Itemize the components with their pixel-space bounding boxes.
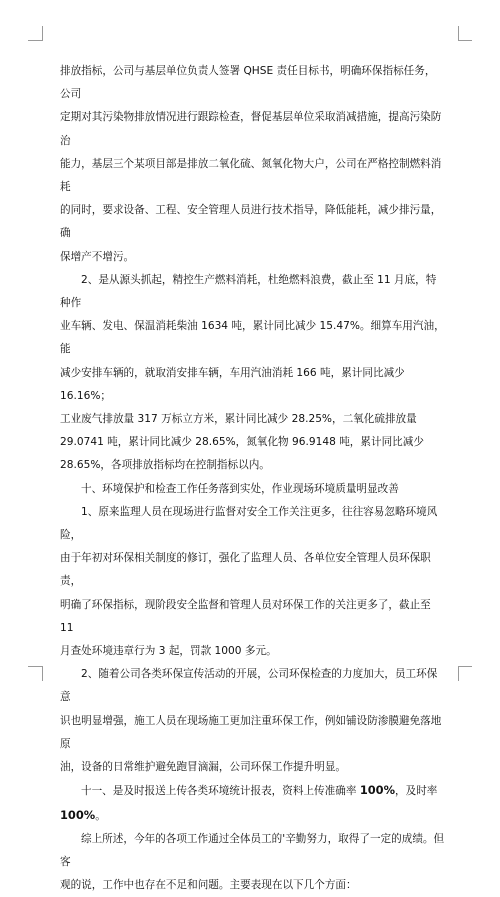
text-line: 业车辆、发电、保温消耗柴油 1634 吨，累计同比减少 15.47%。细算车用汽油，能: [60, 320, 445, 356]
paragraph-first-line: 1、原来监理人员在现场进行监督对安全工作关注更多，往往容易忽略环境风险，: [60, 505, 438, 542]
text-line: 28.65%，各项排放指标均在控制指标以内。: [60, 459, 270, 472]
crop-mark-bottom-right-horizontal: [458, 666, 472, 667]
crop-mark-bottom-left-vertical: [42, 666, 43, 681]
crop-mark-top-left-vertical: [42, 26, 43, 41]
paragraph-first-line: 2、随着公司各类环保宣传活动的开展，公司环保检查的力度加大，员工环保意: [60, 668, 438, 704]
text-run: 。: [95, 809, 106, 822]
text-line: 定期对其污染物排放情况进行跟踪检查，督促基层单位采取消减措施，提高污染防治: [60, 111, 442, 147]
text-line: 能力，基层三个某项目部是排放二氧化硫、氮氧化物大户，公司在严格控制燃料消耗: [60, 157, 442, 194]
text-line: 由于年初对环保相关制度的修订，强化了监理人员、各单位安全管理人员环保职责，: [60, 552, 431, 588]
bold-value: 100%: [60, 807, 96, 822]
text-line: 观的说，工作中也存在不足和问题。主要表现在以下几个方面：: [60, 879, 357, 892]
crop-mark-bottom-left-horizontal: [28, 666, 42, 667]
crop-mark-top-left-horizontal: [28, 40, 42, 41]
section-heading: [60, 779, 446, 803]
text-line: 工业废气排放量 317 万标立方米，累计同比减少 28.25%，二氧化硫排放量: [60, 413, 417, 426]
text-line: 减少安排车辆的，就取消安排车辆，车用汽油消耗 166 吨，累计同比减少 16.16%；: [60, 366, 405, 402]
paragraph-first-line: 综上所述，今年的各项工作通过全体员工的'辛勤努力，取得了一定的成绩。但客: [60, 832, 445, 868]
crop-mark-bottom-right-vertical: [458, 666, 459, 681]
text-line: 明确了环保指标，现阶段安全监督和管理人员对环保工作的关注更多了，截止至 11: [60, 598, 431, 634]
text-run: 十一、是及时报送上传各类环境统计报表，资料上传准确率: [81, 785, 360, 798]
text-line: 排放指标，公司与基层单位负责人签署 QHSE 责任目标书，明确环保指标任务，公司: [60, 65, 436, 101]
paragraph-first-line: 2、是从源头抓起，精控生产燃料消耗，杜绝燃料浪费，截止至 11 月底，特种作: [60, 273, 437, 310]
text-line: 保增产不增污。: [60, 250, 135, 263]
text-line: 月查处环境违章行为 3 起，罚款 1000 多元。: [60, 645, 277, 658]
text-line: 油，设备的日常维护避免跑冒滴漏，公司环保工作提升明显。: [60, 761, 347, 774]
text-line: 识也明显增强，施工人员在现场施工更加注重环保工作，例如铺设防渗膜避免落地原: [60, 714, 442, 750]
crop-mark-top-right-vertical: [458, 26, 459, 41]
text-line: 的同时，要求设备、工程、安全管理人员进行技术指导，降低能耗，减少排污量，确: [60, 204, 442, 240]
section-heading: 十、环境保护和检查工作任务落到实处，作业现场环境质量明显改善: [81, 482, 399, 495]
text-run: ，及时率: [395, 785, 438, 798]
text-line: [60, 804, 446, 828]
document-body: [60, 60, 446, 897]
crop-mark-top-right-horizontal: [458, 40, 472, 41]
bold-value: 100%: [359, 783, 396, 798]
text-line: 29.0741 吨，累计同比减少 28.65%，氮氧化物 96.9148 吨，累计同比减少: [60, 436, 424, 449]
